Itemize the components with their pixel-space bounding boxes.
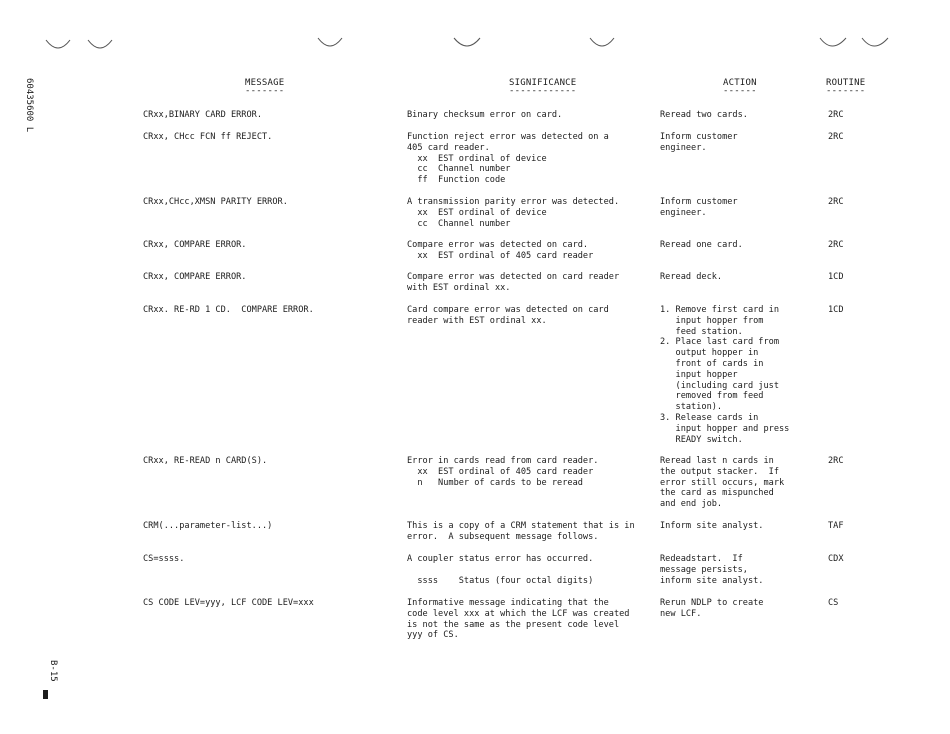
row-4-message: CRxx, COMPARE ERROR.: [143, 240, 247, 250]
row-7-action: Reread last n cards in the output stacker. If error still occurs, mark the card as mispunched and end job.: [660, 456, 785, 510]
punch-hole-marks: [0, 0, 950, 60]
header-action-label: ACTION: [723, 78, 757, 88]
row-4-significance: Compare error was detected on card. xx EST ordinal of 405 card reader: [407, 240, 594, 261]
row-1-significance: Binary checksum error on card.: [407, 110, 563, 120]
row-4-action: Reread one card.: [660, 240, 743, 250]
row-10-action: Rerun NDLP to create new LCF.: [660, 598, 764, 619]
header-action: [723, 78, 757, 95]
row-5-significance: Compare error was detected on card reader with EST ordinal xx.: [407, 272, 620, 293]
row-5-action: Reread deck.: [660, 272, 723, 282]
row-10-routine: CS: [828, 598, 839, 608]
row-8-significance: This is a copy of a CRM statement that is in error. A subsequent message follows.: [407, 521, 635, 542]
row-7-message: CRxx, RE-READ n CARD(S).: [143, 456, 268, 466]
row-8-routine: TAF: [828, 521, 844, 531]
row-6-message: CRxx. RE-RD 1 CD. COMPARE ERROR.: [143, 305, 314, 315]
row-7-routine: 2RC: [828, 456, 844, 466]
row-9-routine: CDX: [828, 554, 844, 564]
row-8-action: Inform site analyst.: [660, 521, 764, 531]
row-9-significance: A coupler status error has occurred. ssss Status (four octal digits): [407, 554, 594, 586]
page-number: B-15: [48, 660, 58, 682]
row-1-action: Reread two cards.: [660, 110, 748, 120]
header-significance-rule: ------------: [509, 86, 577, 96]
row-2-routine: 2RC: [828, 132, 844, 142]
document-number: 60435600 L: [24, 78, 34, 133]
row-8-message: CRM(...parameter-list...): [143, 521, 273, 531]
header-significance: [509, 78, 576, 95]
row-3-action: Inform customer engineer.: [660, 197, 738, 218]
header-routine-label: ROUTINE: [826, 78, 866, 88]
page-tab-marker: [43, 690, 48, 699]
row-10-message: CS CODE LEV=yyy, LCF CODE LEV=xxx: [143, 598, 314, 608]
header-action-rule: ------: [723, 86, 757, 96]
row-1-routine: 2RC: [828, 110, 844, 120]
header-message-rule: -------: [245, 86, 285, 96]
row-3-message: CRxx,CHcc,XMSN PARITY ERROR.: [143, 197, 288, 207]
row-10-significance: Informative message indicating that the code level xxx at which the LCF was created is not the same as the present code level yyy of CS.: [407, 598, 630, 641]
row-4-routine: 2RC: [828, 240, 844, 250]
row-7-significance: Error in cards read from card reader. xx EST ordinal of 405 card reader n Number of cards to be reread: [407, 456, 599, 488]
row-3-routine: 2RC: [828, 197, 844, 207]
row-5-routine: 1CD: [828, 272, 844, 282]
header-message: [245, 78, 284, 95]
row-6-routine: 1CD: [828, 305, 844, 315]
row-1-message: CRxx,BINARY CARD ERROR.: [143, 110, 262, 120]
row-3-significance: A transmission parity error was detected. xx EST ordinal of device cc Channel number: [407, 197, 620, 229]
row-5-message: CRxx, COMPARE ERROR.: [143, 272, 247, 282]
row-2-significance: Function reject error was detected on a 405 card reader. xx EST ordinal of device cc Channel number ff Function code: [407, 132, 609, 186]
row-6-significance: Card compare error was detected on card reader with EST ordinal xx.: [407, 305, 609, 326]
row-2-message: CRxx, CHcc FCN ff REJECT.: [143, 132, 273, 142]
row-9-message: CS=ssss.: [143, 554, 185, 564]
row-2-action: Inform customer engineer.: [660, 132, 738, 153]
header-routine: [826, 78, 865, 95]
header-significance-label: SIGNIFICANCE: [509, 78, 577, 88]
row-9-action: Redeadstart. If message persists, inform site analyst.: [660, 554, 764, 586]
header-message-label: MESSAGE: [245, 78, 285, 88]
header-routine-rule: -------: [826, 86, 866, 96]
row-6-action: 1. Remove first card in input hopper from feed station. 2. Place last card from output hopper in front of cards in input hopper (including card just removed from feed station). 3. Release cards in input hopper and press READY switch.: [660, 305, 790, 445]
